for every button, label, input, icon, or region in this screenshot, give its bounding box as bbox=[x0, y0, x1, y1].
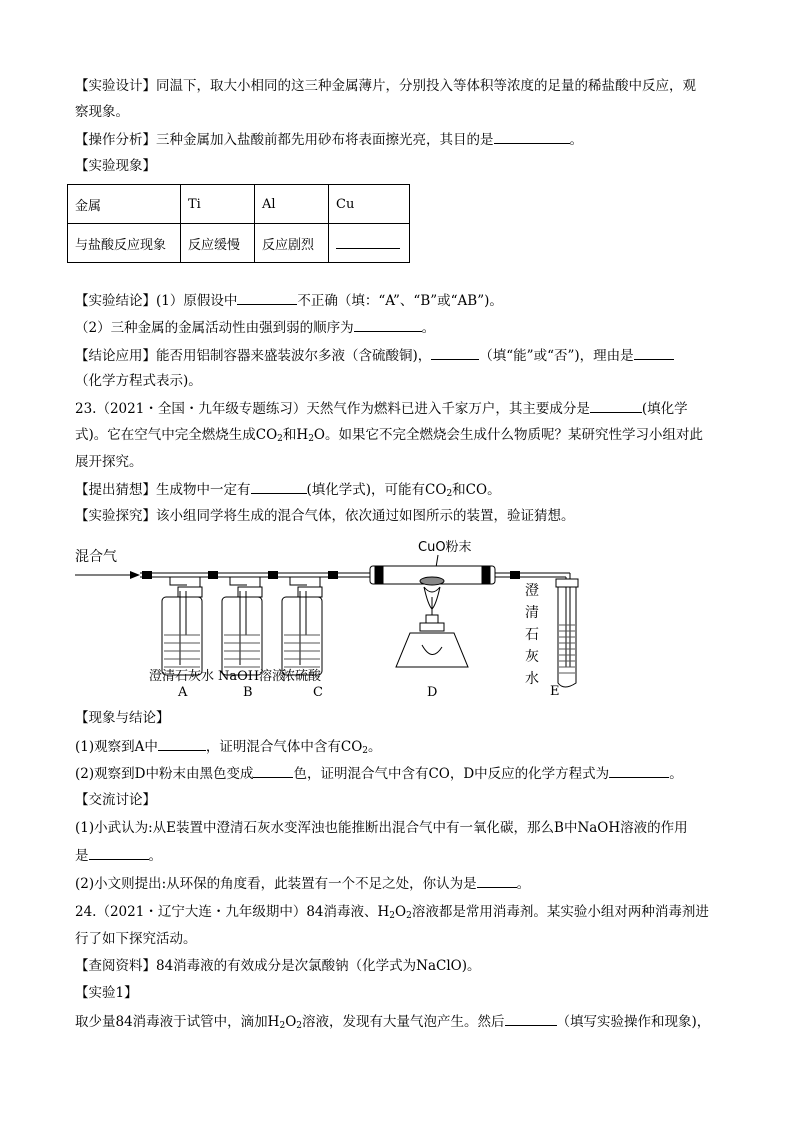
subscript: 2 bbox=[279, 1021, 286, 1031]
text: (2)观察到D中粉末由黑色变成 bbox=[75, 766, 254, 782]
subscript: 2 bbox=[446, 489, 453, 499]
line-hypothesis bbox=[75, 479, 501, 504]
test-tube-e bbox=[556, 579, 578, 687]
text: 。 bbox=[569, 132, 583, 148]
line-obs-1 bbox=[75, 736, 382, 761]
a-label: 澄清石灰水 bbox=[149, 669, 215, 684]
line-phenomenon-heading: 【实验现象】 bbox=[75, 158, 156, 174]
text: 和H bbox=[282, 427, 309, 443]
text: ，证明混合气体中含有CO bbox=[205, 739, 363, 755]
text: 溶液都是常用消毒剂。某实验小组对两种消毒剂进 bbox=[411, 904, 709, 920]
line-discussion-2 bbox=[75, 873, 530, 894]
text: (填化学式)，可能有CO bbox=[306, 482, 447, 498]
text: O。如果它不完全燃烧会生成什么物质呢？某研究性学习小组对此 bbox=[313, 427, 703, 443]
line-q24 bbox=[75, 902, 709, 926]
bottle-c bbox=[282, 577, 322, 675]
text: 色，证明混合气中含有CO，D中反应的化学方程式为 bbox=[293, 766, 610, 782]
text: （填写实验操作和现象)， bbox=[556, 1014, 711, 1030]
line-experiment-design: 【实验设计】同温下，取大小相同的这三种金属薄片，分别投入等体积等浓度的足量的稀盐酸中反应，观 bbox=[75, 78, 696, 94]
table-cell: 与盐酸反应现象 bbox=[68, 224, 181, 263]
text: O bbox=[285, 1014, 297, 1030]
line-q23 bbox=[75, 398, 688, 419]
text: (2)小文则提出:从环保的角度看，此装置有一个不足之处，你认为是 bbox=[75, 876, 477, 892]
text: 【操作分析】三种金属加入盐酸前都先用砂布将表面擦光亮，其目的是 bbox=[75, 132, 494, 148]
text: 。 bbox=[148, 848, 162, 864]
line-q24-b: 行了如下探究活动。 bbox=[75, 931, 197, 947]
answer-blank[interactable] bbox=[237, 290, 297, 305]
text: 不正确（填：“A”、“B”或“AB”)。 bbox=[297, 293, 503, 309]
answer-blank[interactable] bbox=[251, 479, 307, 494]
e-label-char: 石 bbox=[525, 627, 539, 643]
text: 【实验结论】(1）原假设中 bbox=[75, 293, 238, 309]
text: 23.（2021・全国・九年级专题练习）天然气作为燃料已进入千家万户，其主要成分是 bbox=[75, 401, 590, 417]
text: 和CO。 bbox=[452, 482, 501, 498]
c-letter: C bbox=[313, 685, 323, 700]
e-label-char: 灰 bbox=[525, 649, 539, 665]
table-cell: Al bbox=[255, 185, 329, 224]
text: 式)。它在空气中完全燃烧生成CO bbox=[75, 427, 278, 443]
subscript: 2 bbox=[389, 911, 396, 921]
line-experiment-1-text bbox=[75, 1011, 710, 1036]
text: 。 bbox=[421, 320, 436, 336]
table-row bbox=[68, 224, 410, 263]
subscript: 2 bbox=[362, 746, 369, 756]
answer-blank[interactable] bbox=[336, 234, 400, 249]
answer-blank[interactable] bbox=[431, 345, 479, 360]
table-cell[interactable] bbox=[329, 224, 410, 263]
line-experiment: 【实验探究】该小组同学将生成的混合气体，依次通过如图所示的装置，验证猜想。 bbox=[75, 508, 575, 524]
line-q23-c: 展开探究。 bbox=[75, 454, 143, 470]
text: (填化学 bbox=[641, 401, 688, 417]
e-label-char: 水 bbox=[525, 671, 539, 687]
answer-blank[interactable] bbox=[89, 845, 149, 860]
answer-blank[interactable] bbox=[505, 1011, 557, 1026]
answer-blank[interactable] bbox=[354, 317, 422, 332]
table-cell: 金属 bbox=[68, 185, 181, 224]
line-conclusion-1 bbox=[75, 290, 503, 311]
line-discussion: 【交流讨论】 bbox=[75, 792, 156, 808]
answer-blank[interactable] bbox=[590, 398, 642, 413]
line-phenomenon-conclusion: 【现象与结论】 bbox=[75, 710, 170, 726]
e-letter: E bbox=[550, 684, 560, 699]
subscript: 2 bbox=[277, 434, 283, 444]
e-label-char: 澄 bbox=[525, 583, 539, 599]
text: 。 bbox=[368, 739, 382, 755]
combustion-tube bbox=[370, 566, 495, 585]
table-cell: 反应缓慢 bbox=[181, 224, 255, 263]
text: 24.（2021・辽宁大连・九年级期中）84消毒液、H bbox=[75, 904, 390, 920]
b-label: NaOH溶液 bbox=[218, 669, 286, 684]
table-cell: 反应剧烈 bbox=[255, 224, 329, 263]
line-q23-b bbox=[75, 425, 703, 449]
e-label-char: 清 bbox=[525, 605, 539, 621]
answer-blank[interactable] bbox=[477, 873, 517, 888]
line-application bbox=[75, 345, 674, 366]
text: （填“能”或“否”)，理由是 bbox=[479, 348, 634, 364]
line-discussion-1b bbox=[75, 845, 162, 866]
inlet-label: 混合气 bbox=[75, 549, 117, 565]
apparatus-diagram bbox=[70, 535, 590, 700]
d-letter: D bbox=[427, 685, 438, 700]
text: (1)观察到A中 bbox=[75, 739, 158, 755]
line-reference: 【查阅资料】84消毒液的有效成分是次氯酸钠（化学式为NaClO)。 bbox=[75, 958, 481, 974]
text: 溶液，发现有大量气泡产生。然后 bbox=[302, 1014, 505, 1030]
answer-blank[interactable] bbox=[158, 736, 206, 751]
table-cell: Cu bbox=[329, 185, 410, 224]
c-label: 浓硫酸 bbox=[282, 669, 322, 684]
cuo-label: CuO粉末 bbox=[418, 540, 472, 555]
a-letter: A bbox=[178, 685, 188, 700]
text: 取少量84消毒液于试管中，滴加H bbox=[75, 1014, 280, 1030]
line-obs-2 bbox=[75, 763, 683, 784]
answer-blank[interactable] bbox=[609, 763, 669, 778]
b-letter: B bbox=[243, 685, 253, 700]
subscript: 2 bbox=[406, 911, 412, 921]
text: 【结论应用】能否用铝制容器来盛装波尔多液（含硫酸铜)， bbox=[75, 348, 432, 364]
answer-blank[interactable] bbox=[634, 345, 674, 360]
text: 是 bbox=[75, 848, 89, 864]
text: 。 bbox=[516, 876, 531, 892]
answer-blank[interactable] bbox=[253, 763, 293, 778]
subscript: 2 bbox=[308, 434, 314, 444]
answer-blank[interactable] bbox=[494, 129, 570, 144]
text: O bbox=[395, 904, 407, 920]
table-row bbox=[68, 185, 410, 224]
text: 。 bbox=[669, 766, 683, 782]
subscript: 2 bbox=[296, 1021, 302, 1031]
phenomenon-table bbox=[67, 184, 410, 263]
table-cell: Ti bbox=[181, 185, 255, 224]
alcohol-lamp bbox=[396, 587, 468, 667]
line-operation-analysis bbox=[75, 129, 583, 150]
bottle-a bbox=[162, 577, 202, 675]
line-discussion-1: (1)小武认为:从E装置中澄清石灰水变浑浊也能推断出混合气中有一氧化碳，那么B中NaOH溶液的作用 bbox=[75, 820, 688, 836]
text: 【提出猜想】生成物中一定有 bbox=[75, 482, 251, 498]
line-observe: 察现象。 bbox=[75, 104, 129, 120]
line-equation-note: （化学方程式表示)。 bbox=[75, 373, 202, 389]
line-conclusion-2 bbox=[75, 317, 435, 338]
line-experiment-1: 【实验1】 bbox=[75, 985, 138, 1001]
text: （2）三种金属的金属活动性由强到弱的顺序为 bbox=[75, 320, 354, 336]
bottle-b bbox=[222, 577, 262, 675]
